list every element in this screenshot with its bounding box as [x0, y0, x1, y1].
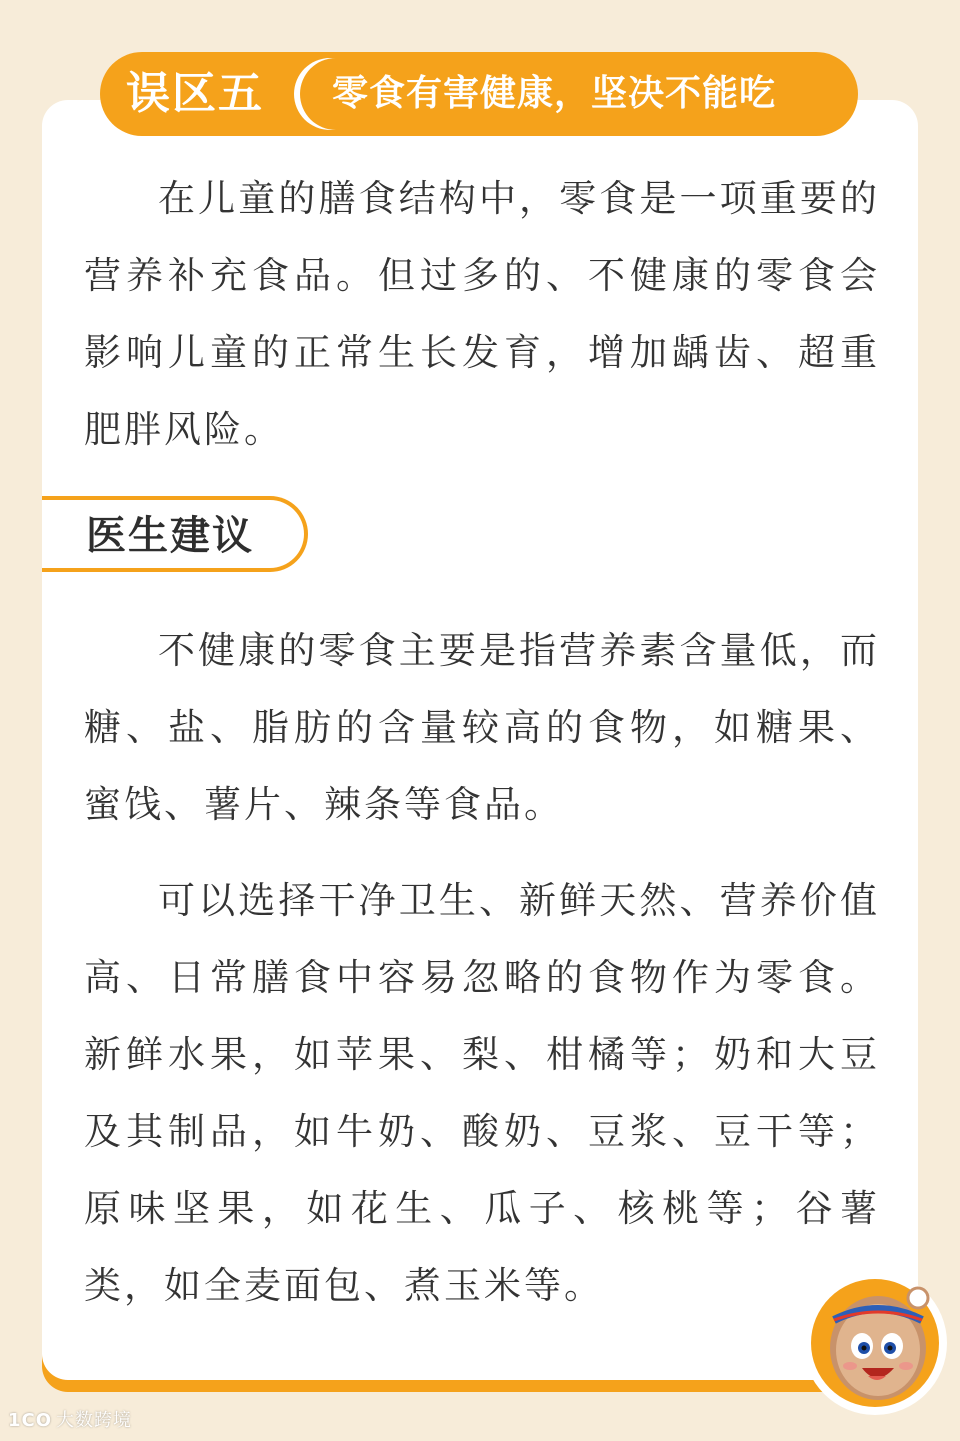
advice-heading: 医生建议 [86, 513, 254, 559]
title-headline: 零食有害健康，坚决不能吃 [332, 73, 777, 114]
watermark [8, 1408, 132, 1434]
watermark-logo: 1CO [8, 1410, 53, 1431]
title-tag: 误区五 [126, 68, 264, 119]
advice-paragraph-1: 不健康的零食主要是指营养素含量低，而糖、盐、脂肪的含量较高的食物，如糖果、蜜饯、薯片、辣条等食品。 [84, 629, 880, 826]
cartoon-nut-mascot-icon [800, 1268, 950, 1418]
intro-paragraph: 在儿童的膳食结构中，零食是一项重要的营养补充食品。但过多的、不健康的零食会影响儿童的正常生长发育，增加龋齿、超重肥胖风险。 [84, 177, 880, 451]
advice-paragraph-2: 可以选择干净卫生、新鲜天然、营养价值高、日常膳食中容易忽略的食物作为零食。新鲜水果，如苹果、梨、柑橘等；奶和大豆及其制品，如牛奶、酸奶、豆浆、豆干等；原味坚果，如花生、瓜子、核桃等；谷薯类，如全麦面包、煮玉米等。 [84, 879, 880, 1307]
watermark-text: 大数跨境 [56, 1410, 133, 1431]
